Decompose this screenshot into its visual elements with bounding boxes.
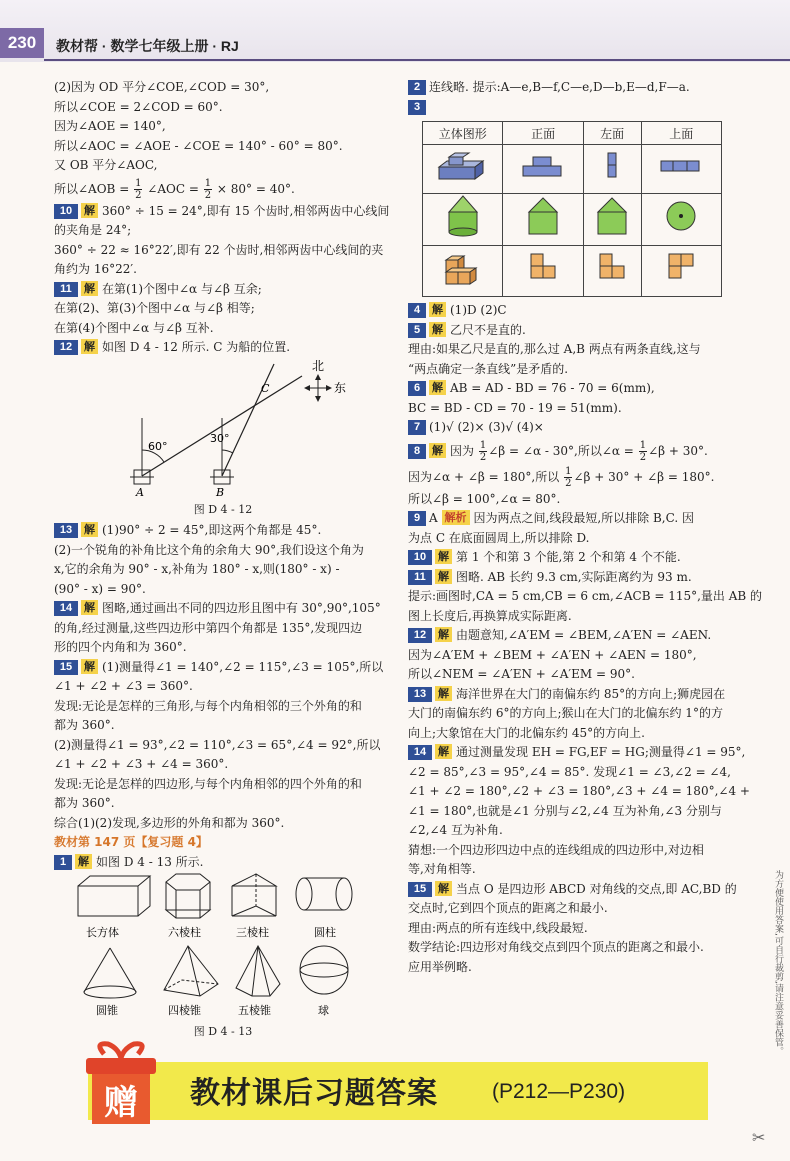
- fraction: [204, 178, 212, 201]
- answer-13: [54, 521, 392, 541]
- question-number: 13: [408, 687, 432, 702]
- square-pyramid-icon: [164, 946, 218, 996]
- text: 海洋世界在大门的南偏东约 85°的方向上;狮虎园在: [456, 686, 726, 701]
- gift-char: 赠: [104, 1083, 138, 1123]
- solution-tag: 解: [435, 569, 452, 584]
- cylinder-icon: [296, 878, 352, 910]
- denominator: 2: [204, 189, 212, 201]
- solution-tag: 解: [435, 686, 452, 701]
- front-view-icon: [503, 145, 583, 194]
- text: (1)√ (2)× (3)√ (4)×: [429, 420, 544, 434]
- question-number: 10: [54, 204, 78, 219]
- table-header: 立体图形: [423, 122, 503, 145]
- review-answer-9: [408, 509, 750, 529]
- left-view-icon: [583, 145, 641, 194]
- solution-tag: 解: [81, 281, 98, 296]
- text-line: 的角,经过测量,这些四边形中第四个角都是 135°,发现四边: [54, 620, 363, 635]
- solution-tag: 解: [429, 443, 446, 458]
- solution-tag: 解: [429, 302, 446, 317]
- book-title: 教材帮 · 数学七年级上册 · RJ: [56, 38, 239, 54]
- review-answer-14: [408, 743, 750, 763]
- text: (1)测量得∠1 = 140°,∠2 = 115°,∠3 = 105°,所以: [102, 659, 384, 674]
- solid-label: 四棱锥: [168, 1004, 201, 1017]
- text: 连线略. 提示:A—e,B—f,C—e,D—b,E—d,F—a.: [429, 80, 690, 94]
- banner-page-range: (P212—P230): [492, 1080, 626, 1103]
- question-number: 12: [408, 628, 432, 643]
- solution-tag: 解: [81, 600, 98, 615]
- point-label: A: [136, 485, 144, 498]
- solid-label: 球: [318, 1004, 329, 1017]
- text-line: (2)一个锐角的补角比这个角的余角大 90°,我们设这个角为: [54, 542, 364, 557]
- numerator: 1: [479, 439, 487, 451]
- text-line: 大门的南偏东约 6°的方向上;猴山在大门的北偏东约 1°的方: [408, 706, 723, 720]
- review-answer-12: [408, 626, 750, 646]
- text-line: 的夹角是 24°;: [54, 223, 132, 237]
- solution-tag: 解: [81, 203, 98, 218]
- question-number: 2: [408, 80, 426, 95]
- text-line: ∠1 + ∠2 + ∠3 = 360°.: [54, 679, 193, 693]
- text: ∠β + 30° + ∠β = 180°.: [573, 469, 715, 484]
- text-line: 交点时,它到四个顶点的距离之和最小.: [408, 901, 608, 915]
- question-number: 14: [54, 601, 78, 616]
- review-answer-10: [408, 548, 750, 568]
- text: 当点 O 是四边形 ABCD 对角线的交点,即 AC,BD 的: [456, 881, 737, 896]
- numerator: 1: [639, 439, 647, 451]
- review-answer-5: [408, 321, 750, 341]
- text-line: 发现:无论是怎样的三角形,与每个内角相邻的三个外角的和: [54, 698, 362, 713]
- text: 图略,通过画出不同的四边形且图中有 30°,90°,105°: [102, 601, 381, 615]
- angle-label: 30°: [210, 431, 230, 445]
- question-number: 4: [408, 303, 426, 318]
- numerator: 1: [565, 465, 572, 477]
- text-line: 所以∠β = 100°,∠α = 80°.: [408, 491, 561, 506]
- denominator: 2: [639, 451, 647, 463]
- solution-tag: 解: [435, 744, 452, 759]
- text: ∠AOC =: [147, 181, 199, 196]
- question-number: 12: [54, 340, 78, 355]
- text-line: ∠2 = 85°,∠3 = 95°,∠4 = 85°. 发现∠1 = ∠3,∠2 = ∠4,: [408, 764, 731, 779]
- equation-line: [54, 176, 392, 202]
- section-heading: 教材第 147 页【复习题 4】: [54, 835, 208, 849]
- answer-14: [54, 599, 392, 619]
- text-line: 综合(1)(2)发现,多边形的外角和都为 360°.: [54, 815, 285, 830]
- text: × 80° = 40°.: [216, 181, 295, 196]
- solid-label: 六棱柱: [168, 926, 201, 939]
- top-view-icon: [641, 145, 721, 194]
- text-line: 在第(2)、第(3)个图中∠α 与∠β 相等;: [54, 301, 255, 315]
- cuboid-icon: [78, 876, 150, 916]
- text-line: 发现:无论是怎样的四边形,与每个内角相邻的四个外角的和: [54, 776, 362, 791]
- text-line: “两点确定一条直线”是矛盾的.: [408, 361, 569, 376]
- angle-label: 60°: [148, 439, 168, 453]
- right-column: [408, 78, 763, 977]
- text-line: 因为∠AOE = 140°,: [54, 119, 166, 133]
- question-number: 1: [54, 855, 72, 870]
- compass-arrows-icon: [304, 374, 332, 402]
- point-label: B: [216, 485, 225, 498]
- text-line: (2)因为 OD 平分∠COE,∠COD = 30°,: [54, 80, 270, 94]
- denominator: 2: [479, 451, 487, 463]
- denominator: 2: [135, 189, 142, 201]
- header-rule: [44, 59, 790, 61]
- question-number: 8: [408, 444, 426, 459]
- review-answer-15: [408, 880, 750, 900]
- review-answer-3: [408, 98, 750, 118]
- question-number: 15: [408, 882, 432, 897]
- text-line: 角约为 16°22′.: [54, 262, 137, 276]
- equation-line: [408, 464, 750, 490]
- table-row: [423, 245, 722, 297]
- three-view-table: [422, 121, 722, 297]
- solid-label: 三棱柱: [236, 926, 269, 939]
- question-number: 15: [54, 660, 78, 675]
- question-number: 13: [54, 523, 78, 538]
- text: 如图 D 4 - 13 所示.: [96, 854, 204, 869]
- gift-icon: [82, 1040, 160, 1128]
- solution-tag: 解: [435, 881, 452, 896]
- review-answer-4: [408, 301, 750, 321]
- question-number: 14: [408, 745, 432, 760]
- text-line: ∠1 + ∠2 + ∠3 + ∠4 = 360°.: [54, 757, 229, 771]
- text: 在第(1)个图中∠α 与∠β 互余;: [102, 281, 262, 296]
- review-answer-2: [408, 78, 750, 98]
- text-line: 因为∠A′EM + ∠BEM + ∠A′EN + ∠AEN = 180°,: [408, 647, 697, 662]
- text-line: 理由:如果乙尺是直的,那么过 A,B 两点有两条直线,这与: [408, 342, 701, 356]
- left-view-icon: [583, 245, 641, 297]
- solid-label: 圆锥: [96, 1004, 118, 1017]
- text-line: 等,对角相等.: [408, 862, 476, 876]
- text: ∠β = ∠α - 30°,所以∠α =: [488, 443, 634, 458]
- text: 因为两点之间,线段最短,所以排除 B,C. 因: [473, 511, 694, 525]
- text: AB = AD - BD = 76 - 70 = 6(mm),: [450, 381, 655, 395]
- question-number: 10: [408, 550, 432, 565]
- text-line: 数学结论:四边形对角线交点到四个顶点的距离之和最小.: [408, 940, 704, 954]
- text-line: (90° - x) = 90°.: [54, 581, 146, 596]
- left-view-icon: [583, 194, 641, 246]
- solution-tag: 解: [75, 854, 92, 869]
- question-number: 5: [408, 323, 426, 338]
- denominator: 2: [565, 477, 572, 489]
- solution-tag: 解: [81, 339, 98, 354]
- solid-label: 五棱锥: [238, 1004, 271, 1017]
- text: 通过测量发现 EH = FG,EF = HG;测量得∠1 = 95°,: [456, 745, 746, 759]
- review-answer-1: [54, 853, 392, 873]
- top-view-icon: [641, 245, 721, 297]
- text-line: 理由:两点的所有连线中,线段最短.: [408, 920, 588, 935]
- question-number: 7: [408, 420, 426, 435]
- solution-tag: 解: [429, 322, 446, 337]
- text-line: ∠1 = 180°,也就是∠1 分别与∠2,∠4 互为补角,∠3 分别与: [408, 803, 722, 818]
- text-line: 所以∠NEM = ∠A′EN + ∠A′EM = 90°.: [408, 667, 635, 681]
- text: (1)D (2)C: [450, 303, 507, 317]
- banner-title: 教材课后习题答案: [190, 1076, 438, 1111]
- text-line: 都为 360°.: [54, 796, 115, 810]
- numerator: 1: [135, 177, 142, 189]
- question-number: 6: [408, 381, 426, 396]
- text: 360° ÷ 15 = 24°,即有 15 个齿时,相邻两齿中心线间: [102, 203, 390, 218]
- cylinder-cone-icon: [423, 194, 503, 246]
- east-label: 东: [334, 380, 347, 395]
- front-view-icon: [503, 245, 583, 297]
- left-column: [54, 78, 392, 1044]
- text: (1)90° ÷ 2 = 45°,即这两个角都是 45°.: [102, 523, 322, 537]
- cut-note: 为方便使用答案,可自行裁剪,请注意妥善保管。: [773, 870, 783, 1056]
- review-answer-11: [408, 568, 750, 588]
- pentagonal-pyramid-icon: [236, 946, 280, 996]
- cube-stack-icon: [423, 245, 503, 297]
- text-line: ∠2,∠4 互为补角.: [408, 823, 503, 837]
- text: 因为: [450, 443, 475, 458]
- fraction: [479, 440, 487, 463]
- text: ∠β + 30°.: [648, 443, 708, 458]
- solution-tag: 解: [81, 522, 98, 537]
- review-answer-6: [408, 379, 750, 399]
- figure-caption: 图 D 4 - 12: [193, 502, 253, 516]
- question-number: 11: [408, 570, 432, 585]
- text-line: (2)测量得∠1 = 93°,∠2 = 110°,∠3 = 65°,∠4 = 92°,所以: [54, 737, 381, 752]
- text-line: 所以∠COE = 2∠COD = 60°.: [54, 99, 223, 114]
- front-view-icon: [503, 194, 583, 246]
- table-header: 正面: [503, 122, 583, 145]
- answer-11: [54, 280, 392, 300]
- text: 图略. AB 长约 9.3 cm,实际距离约为 93 m.: [456, 569, 692, 584]
- review-answer-8: [408, 438, 750, 464]
- text-line: 应用举例略.: [408, 959, 472, 974]
- cone-icon: [84, 948, 136, 998]
- hexagonal-prism-icon: [166, 874, 210, 918]
- text-line: 猜想:一个四边形四边中点的连线组成的四边形中,对边相: [408, 842, 704, 857]
- text-line: 向上;大象馆在大门的北偏东约 45°的方向上.: [408, 725, 645, 740]
- top-view-icon: [641, 194, 721, 246]
- question-number: 9: [408, 511, 426, 526]
- solution-tag: 解: [429, 380, 446, 395]
- text-line: BC = BD - CD = 70 - 19 = 51(mm).: [408, 400, 622, 415]
- figure-caption: 图 D 4 - 13: [193, 1025, 253, 1038]
- review-answer-7: [408, 418, 750, 438]
- text-line: ∠1 + ∠2 = 180°,∠2 + ∠3 = 180°,∠3 + ∠4 = 180°,∠4 +: [408, 784, 750, 798]
- text-line: 360° ÷ 22 ≈ 16°22′,即有 22 个齿时,相邻两齿中心线间的夹: [54, 242, 384, 257]
- question-number: 3: [408, 100, 426, 115]
- scissors-icon: ✂: [752, 1128, 766, 1147]
- text-line: 图上长度后,再换算成实际距离.: [408, 608, 572, 623]
- solution-tag: 解: [81, 659, 98, 674]
- table-header: 上面: [641, 122, 721, 145]
- text-line: 为点 C 在底面圆周上,所以排除 D.: [408, 530, 590, 545]
- text: 因为∠α + ∠β = 180°,所以: [408, 469, 560, 484]
- text: 乙尺不是直的.: [450, 322, 526, 337]
- numerator: 1: [204, 177, 212, 189]
- triangular-prism-icon: [232, 874, 276, 916]
- table-row: [423, 194, 722, 246]
- text: 所以∠AOB =: [54, 181, 130, 196]
- solid-label: 长方体: [86, 926, 119, 939]
- analysis-tag: 解析: [442, 510, 470, 525]
- question-number: 11: [54, 282, 78, 297]
- north-label: 北: [312, 358, 325, 373]
- text: 第 1 个和第 3 个能,第 2 个和第 4 个不能.: [456, 550, 681, 564]
- fraction: [639, 440, 647, 463]
- answer-15: [54, 658, 392, 678]
- fraction: [564, 466, 572, 489]
- solution-tag: 解: [435, 549, 452, 564]
- text-line: 又 OB 平分∠AOC,: [54, 158, 158, 172]
- text-line: 提示:画图时,CA = 5 cm,CB = 6 cm,∠ACB = 115°,量出 AB 的: [408, 589, 763, 603]
- text-line: x,它的余角为 90° - x,补角为 180° - x,则(180° - x) -: [54, 562, 340, 576]
- text-line: 都为 360°.: [54, 718, 115, 732]
- text: 如图 D 4 - 12 所示. C 为船的位置.: [102, 340, 291, 354]
- fraction: [134, 178, 142, 201]
- answer-12: [54, 338, 392, 358]
- text-line: 所以∠AOC = ∠AOE - ∠COE = 140° - 60° = 80°.: [54, 138, 343, 153]
- table-header: 左面: [583, 122, 641, 145]
- page-number: 230: [0, 28, 44, 58]
- text: 由题意知,∠A′EM = ∠BEM,∠A′EN = ∠AEN.: [456, 628, 712, 642]
- solution-tag: 解: [435, 627, 452, 642]
- table-row: [423, 145, 722, 194]
- table-header-row: [423, 122, 722, 145]
- answer-choice: A: [429, 511, 438, 525]
- sphere-icon: [300, 946, 348, 994]
- figure-d4-12: [64, 358, 364, 498]
- answer-10: [54, 202, 392, 222]
- text-line: 形的四个内角和为 360°.: [54, 640, 187, 654]
- solid-label: 圆柱: [314, 926, 336, 939]
- figure-d4-13: [54, 872, 374, 1024]
- text-line: 在第(4)个图中∠α 与∠β 互补.: [54, 320, 214, 335]
- point-label: C: [261, 381, 270, 395]
- stepped-block-icon: [423, 145, 503, 194]
- review-answer-13: [408, 685, 750, 705]
